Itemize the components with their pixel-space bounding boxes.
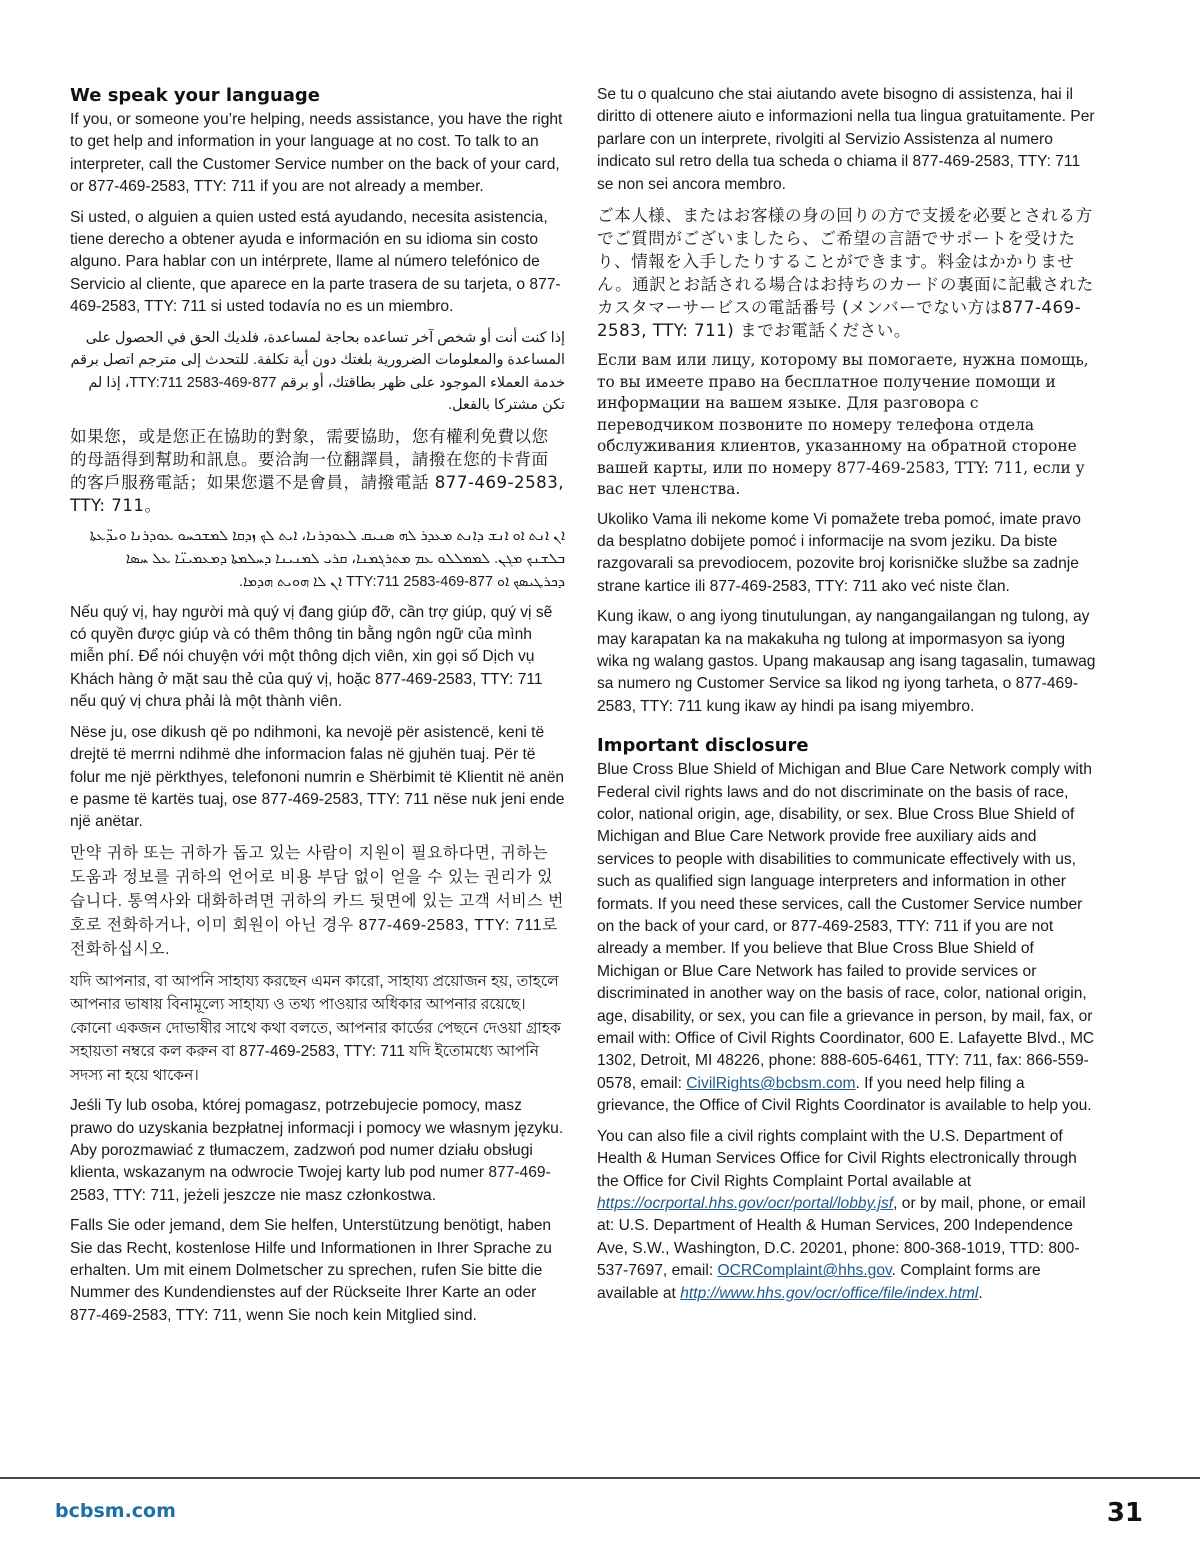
ocr-portal-link[interactable]: https://ocrportal.hhs.gov/ocr/portal/lobby.jsf: [597, 1194, 894, 1212]
notice-vietnamese: Nếu quý vị, hay người mà quý vị đang giúp đỡ, cần trợ giúp, quý vị sẽ có quyền được giúp và có thêm thông tin bằng ngôn ngữ của mình miễn phí. Để nói chuyện với một thông dịch viên, xin gọi số Dịch vụ Khách hàng ở mặt sau thẻ của quý vị, hoặc 877-469-2583, TTY: 711 nếu quý vị chưa phải là một thành viên.: [70, 603, 553, 711]
complaint-forms-link[interactable]: http://www.hhs.gov/ocr/office/file/index.html: [680, 1284, 979, 1302]
notice-syriac: ܐܢ ܐܢܬ ܐܘ ܐܢܫ ܕܐܢܬ ܡܥܕܪ ܠܗ ܣܢܝܩ ܠܥܘܕܪܢܐ، ܐܝܬ ܠܟ ܙܕܩܐ ܠܡܫܟܚܘ ܥܘܕܪܢܐ ܘܝܕ̈ܥܬܐ ܒܠܫܢܟ ܡܓܢ. ܠܡܡܠܠܘ ܥܡ ܡܬܪܓܡܢܐ، ܩܪܝ ܠܡܢܝܢܐ ܕܚܠܡܬܐ ܕܡܥܡܝܢ̈ܐ ܥܠ ܚܣܐ ܕܟܪܛܝܣܟ ܐܘ 877-469-2583 TTY:711 ܐܢ ܠܐ ܗܘܝܬ ܗܕܡܐ.: [89, 527, 565, 590]
notice-russian: Если вам или лицу, которому вы помогаете, нужна помощь, то вы имеете право на бесплатное получение помощи и информации на вашем языке. Для разговора с переводчиком позвоните по номеру телефона отдела обслуживания клиентов, указанному на обратной стороне вашей карты, или по номеру 877-469-2583, TTY: 711, если у вас нет членства.: [597, 351, 1089, 499]
notice-spanish: Si usted, o alguien a quien usted está ayudando, necesita asistencia, tiene derecho a obtener ayuda e información en su idioma sin costo alguno. Para hablar con un intérprete, llame al número telefónico de Servicio al cliente, que aparece en la parte trasera de su tarjeta, o 877-469-2583, TTY: 711 si usted todavía no es un miembro.: [70, 208, 561, 316]
notice-japanese: ご本人様、またはお客様の身の回りの方で支援を必要とされる方でご質問がございましたら、ご希望の言語でサポートを受けたり、情報を入手したりすることができます。料金はかかりません。通訳とお話される場合はお持ちのカードの裏面に記載されたカスタマーサービスの電話番号 (メンバーでない方は877-469-2583, TTY: 711) までお電話ください。: [597, 206, 1094, 341]
section-heading-language: We speak your language: [70, 85, 321, 106]
notice-english: If you, or someone you’re helping, needs assistance, you have the right to get help and information in your language at no cost. To talk to an interpreter, call the Customer Service number on the back of your card, or 877-469-2583, TTY: 711 if you are not already a member.: [70, 111, 563, 196]
notice-tagalog: Kung ikaw, o ang iyong tinutulungan, ay nangangailangan ng tulong, ay may karapatan ka na makakuha ng tulong at impormasyon sa iyong wika ng walang gastos. Upang makausap ang isang tagasalin, tumawag sa numero ng Customer Service sa likod ng iyong tarheta, o 877-469-2583, TTY: 711 kung ikaw ay hindi pa isang miyembro.: [597, 608, 1096, 715]
notice-korean: 만약 귀하 또는 귀하가 돕고 있는 사람이 지원이 필요하다면, 귀하는 도움과 정보를 귀하의 언어로 비용 부담 없이 얻을 수 있는 권리가 있습니다. 통역사와 대화하려면 귀하의 카드 뒷면에 있는 고객 서비스 번호로 전화하거나, 이미 회원이 아닌 경우 877-469-2583, TTY: 711로 전화하십시오.: [70, 844, 564, 958]
civil-rights-email-link[interactable]: CivilRights@bcbsm.com: [686, 1074, 856, 1092]
complaint-text-a: You can also file a civil rights complaint with the U.S. Department of Health & Human Services Office for Civil Rights electronically through the Office for Civil Rights Complaint Portal available at: [597, 1127, 1077, 1190]
disclosure-paragraph: [597, 759, 1097, 1118]
footer-divider: [0, 1477, 1200, 1479]
notice-polish: Jeśli Ty lub osoba, której pomagasz, potrzebujecie pomocy, masz prawo do uzyskania bezpłatnej informacji i pomocy we własnym języku. Aby porozmawiać z tłumaczem, zadzwoń pod numer działu obsługi klienta, wskazanym na odwrocie Twojej karty lub pod numer 877-469-2583, TTY: 711, jeżeli jeszcze nie masz członkostwa.: [70, 1097, 564, 1204]
left-column: [70, 84, 565, 1335]
notice-serbo-croatian: Ukoliko Vama ili nekome kome Vi pomažete treba pomoć, imate pravo da besplatno dobijete pomoć i informacije na svom jeziku. Da biste razgovarali sa prevodiocem, pozovite broj korisničke službe sa zadnje strane kartice ili 877-469-2583, TTY: 711 ako već niste član.: [597, 510, 1081, 595]
complaint-text-c: . Complaint forms are available at: [597, 1262, 1041, 1302]
notice-arabic: إذا كنت أنت أو شخص آخر تساعده بحاجة لمساعدة، فلديك الحق في الحصول على المساعدة والمعلومات الضرورية بلغتك دون أية تكلفة. للتحدث إلى مترجم اتصل برقم خدمة العملاء الموجود على ظهر بطاقتك، أو برقم 877-469-2583 TTY:711، إذا لم تكن مشتركا بالفعل.: [70, 329, 565, 414]
complaint-paragraph: [597, 1126, 1097, 1305]
notice-bengali: যদি আপনার, বা আপনি সাহায্য করছেন এমন কারো, সাহায্য প্রয়োজন হয়, তাহলে আপনার ভাষায় বিনামূল্যে সাহায্য ও তথ্য পাওয়ার অধিকার আপনার রয়েছে। কোনো একজন দোভাষীর সাথে কথা বলতে, আপনার কার্ডের পেছনে দেওয়া গ্রাহক সহায়তা নম্বরে কল করুন বা 877-469-2583, TTY: 711 যদি ইতোমধ্যে আপনি সদস্য না হয়ে থাকেন।: [70, 972, 561, 1084]
disclosure-text-b: . If you need help filing a grievance, the Office of Civil Rights Coordinator is available to help you.: [597, 1074, 1092, 1115]
notice-albanian: Nëse ju, ose dikush që po ndihmoni, ka nevojë për asistencë, keni të drejtë të merrni ndihmë dhe informacion falas në gjuhën tuaj. Për të folur me një përkthyes, telefononi numrin e Shërbimit të Klientit në anën e pasme të kartës tuaj, ose 877-469-2583, TTY: 711 nëse nuk jeni ende një anëtar.: [70, 723, 565, 831]
complaint-text-b: , or by mail, phone, or email at: U.S. Department of Health & Human Services, 200 Independence Ave, S.W., Washington, D.C. 20201, phone: 800-368-1019, TTD: 800-537-7697, email:: [597, 1194, 1086, 1280]
ocr-complaint-email-link[interactable]: OCRComplaint@hhs.gov: [717, 1262, 892, 1280]
notice-chinese: 如果您，或是您正在協助的對象，需要協助，您有權利免費以您的母語得到幫助和訊息。要洽詢一位翻譯員，請撥在您的卡背面的客戶服務電話；如果您還不是會員，請撥電話 877-469-2583, TTY: 711。: [70, 426, 565, 515]
disclosure-text-a: Blue Cross Blue Shield of Michigan and Blue Care Network comply with Federal civil rights laws and do not discriminate on the basis of race, color, national origin, age, disability, or sex. Blue Cross Blue Shield of Michigan and Blue Care Network provide free auxiliary aids and services to people with disabilities to communicate effectively with us, such as qualified sign language interpreters and information in other formats. If you need these services, call the Customer Service number on the back of your card, or 877-469-2583, TTY: 711 if you are not already a member. If you believe that Blue Cross Blue Shield of Michigan or Blue Care Network has failed to provide services or discriminated in another way on the basis of race, color, national origin, age, disability, or sex, you can file a grievance in person, by mail, fax, or email with: Office of Civil Rights Coordinator, 600 E. Lafayette Blvd., MC 1302, Detroit, MI 48226, phone: 888-605-6461, TTY: 711, fax: 866-559-0578, email:: [597, 761, 1095, 1092]
page-number: 31: [1106, 1498, 1143, 1528]
notice-italian: Se tu o qualcuno che stai aiutando avete bisogno di assistenza, hai il diritto di ottenere aiuto e informazioni nella tua lingua gratuitamente. Per parlare con un interprete, rivolgiti al Servizio Assistenza al numero indicato sul retro della tua scheda o chiama il 877-469-2583, TTY: 711 se non sei ancora membro.: [597, 86, 1095, 193]
notice-german: Falls Sie oder jemand, dem Sie helfen, Unterstützung benötigt, haben Sie das Recht, kostenlose Hilfe und Informationen in Ihrer Sprache zu erhalten. Um mit einem Dolmetscher zu sprechen, rufen Sie bitte die Nummer des Kundendienstes auf der Rückseite Ihrer Karte an oder 877-469-2583, TTY: 711, wenn Sie noch kein Mitglied sind.: [70, 1217, 552, 1324]
right-column: [597, 84, 1097, 1313]
footer-site-link[interactable]: bcbsm.com: [55, 1500, 176, 1522]
complaint-text-d: .: [978, 1284, 983, 1302]
section-heading-disclosure: Important disclosure: [597, 735, 809, 757]
